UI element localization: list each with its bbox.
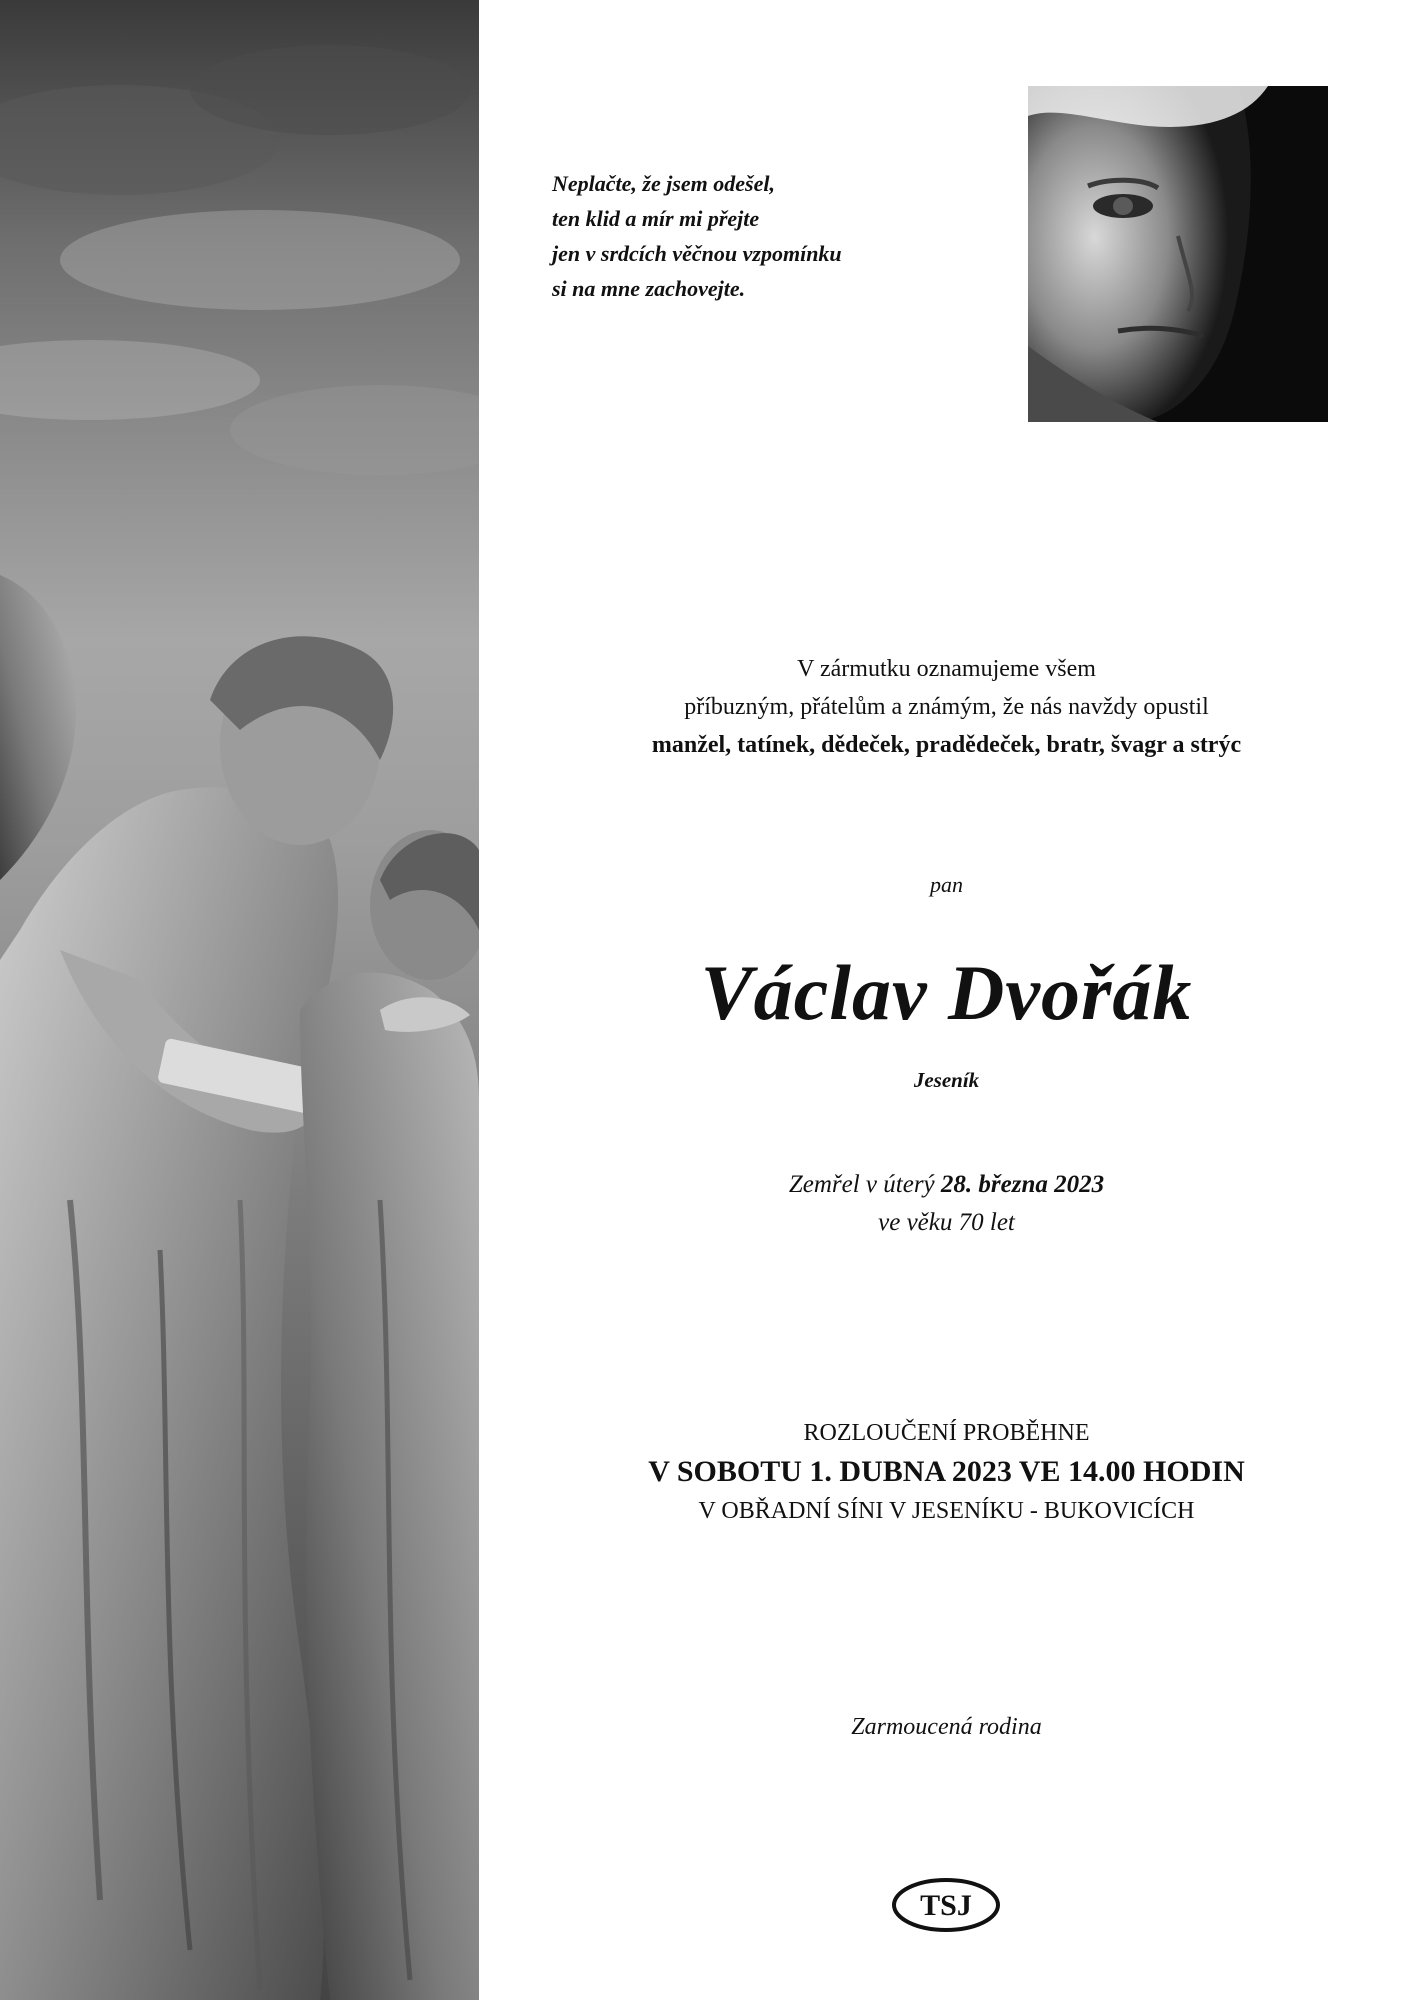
title-prefix: pan [930, 872, 963, 897]
deceased-name: Václav Dvořák [700, 949, 1193, 1036]
verse-line: si na mne zachovejte. [552, 276, 746, 301]
relations-line: manžel, tatínek, dědeček, pradědeček, bratr, švagr a strýc [651, 732, 1242, 758]
town: Jeseník [913, 1068, 980, 1092]
verse-line: ten klid a mír mi přejte [552, 206, 760, 231]
verse-line: jen v srdcích věčnou vzpomínku [552, 241, 842, 266]
death-age: ve věku 70 let [878, 1209, 1015, 1236]
memorial-verse [552, 166, 952, 306]
death-info [479, 1166, 1414, 1242]
portrait-illustration [1028, 86, 1328, 422]
farewell-when: V SOBOTU 1. DUBNA 2023 VE 14.00 HODIN [648, 1455, 1245, 1488]
death-date: 28. března 2023 [940, 1171, 1105, 1198]
farewell-heading: ROZLOUČENÍ PROBĚHNE [803, 1420, 1090, 1446]
announcement [479, 650, 1414, 764]
death-prefix: Zemřel v úterý [788, 1171, 935, 1198]
announcement-line: V zármutku oznamujeme všem [797, 656, 1096, 682]
announcement-line: příbuzným, přátelům a známým, že nás navždy opustil [684, 694, 1209, 720]
farewell-info [479, 1414, 1414, 1530]
angel-statue-photo [0, 0, 479, 2000]
portrait-photo [1028, 86, 1328, 422]
funeral-service-logo [890, 1875, 1002, 1935]
death-date-line [479, 1166, 1414, 1204]
farewell-where: V OBŘADNÍ SÍNI V JESENÍKU - BUKOVICÍCH [698, 1498, 1195, 1524]
angel-statue-illustration [0, 0, 479, 2000]
signature: Zarmoucená rodina [851, 1714, 1042, 1740]
logo-text: TSJ [920, 1889, 972, 1922]
verse-line: Neplačte, že jsem odešel, [552, 171, 775, 196]
